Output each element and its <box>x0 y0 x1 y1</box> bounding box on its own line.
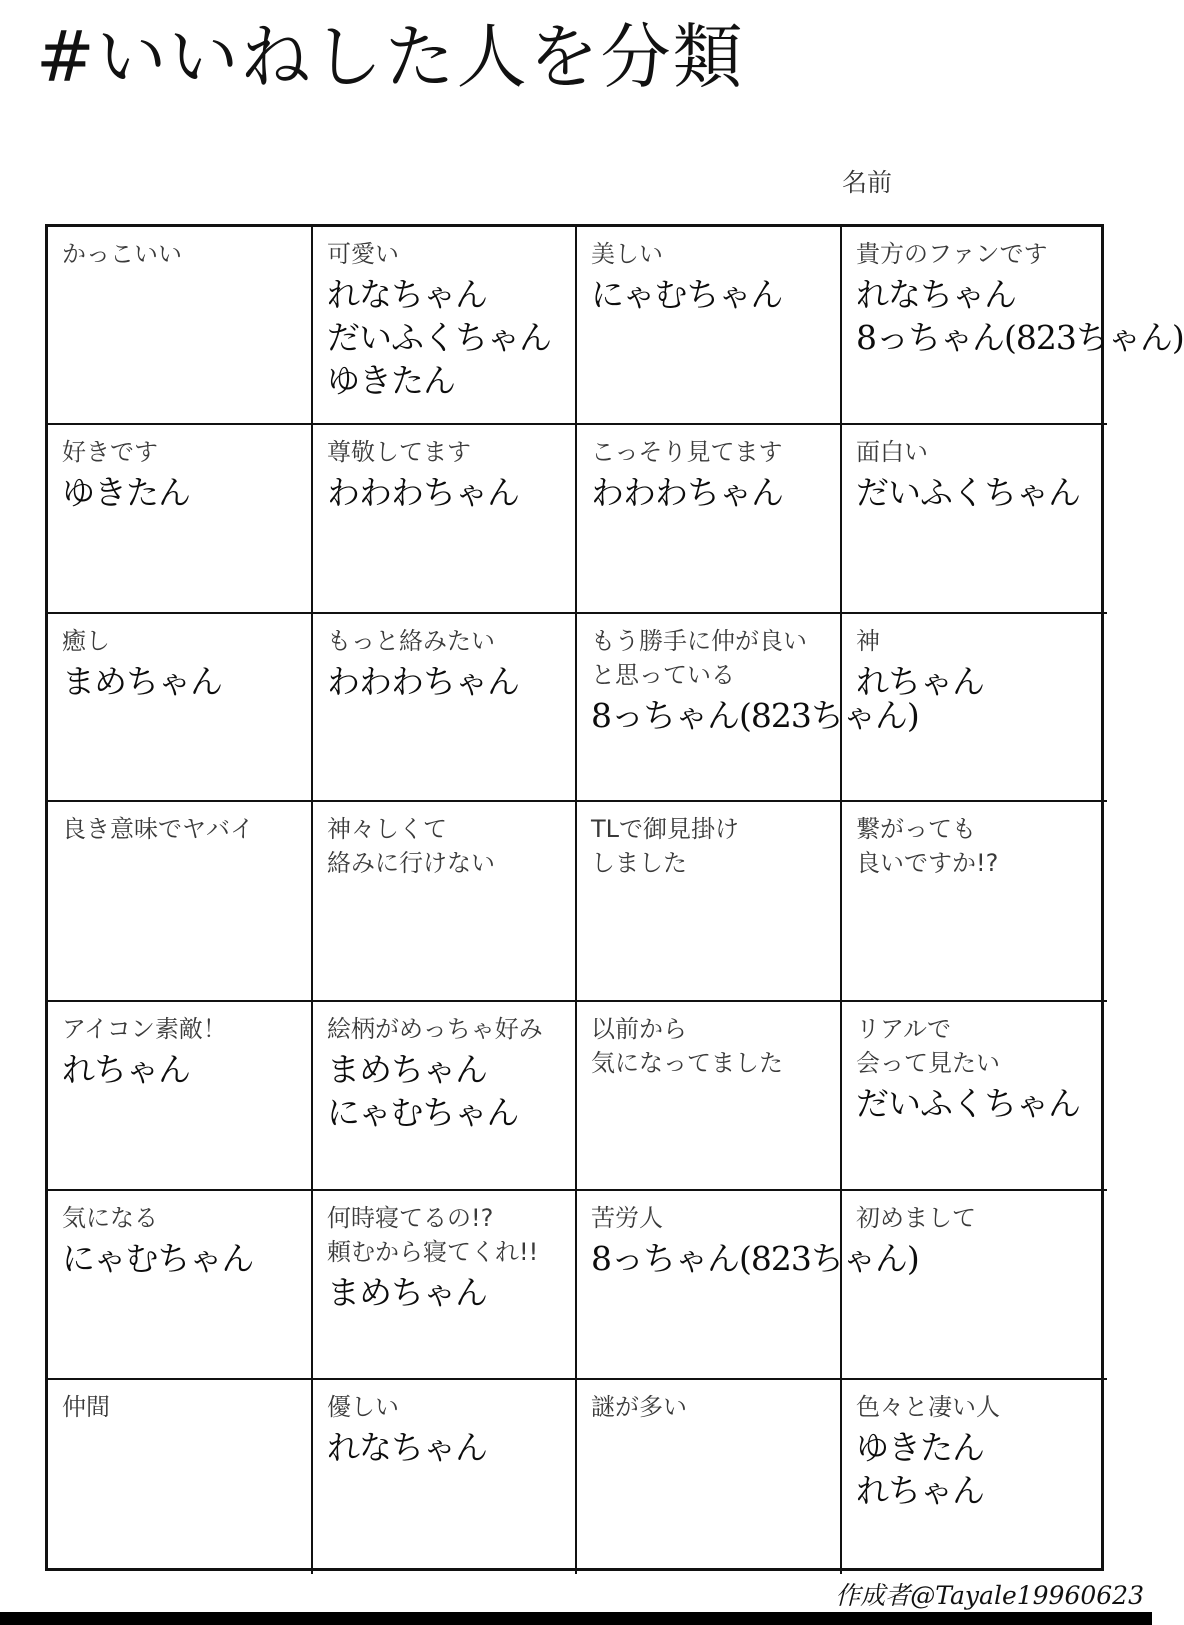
grid-cell <box>577 1380 842 1574</box>
grid-cell <box>313 802 577 1002</box>
handwritten-name: だいふくちゃん <box>856 473 1080 512</box>
cell-category-label: 苦労人 <box>591 1204 663 1232</box>
grid-cell <box>313 1191 577 1380</box>
handwritten-name: れなちゃん <box>856 275 1016 314</box>
cell-entries <box>327 471 563 514</box>
grid-cell <box>577 1002 842 1191</box>
grid-cell <box>842 614 1107 802</box>
cell-category-label: 面白い <box>856 438 928 466</box>
handwritten-name: だいふくちゃん <box>856 1084 1080 1123</box>
handwritten-name: にゃむちゃん <box>327 1093 519 1132</box>
grid-cell <box>313 1002 577 1191</box>
cell-category-label: 絵柄がめっちゃ好み <box>327 1015 543 1043</box>
grid-cell <box>842 1002 1107 1191</box>
cell-entries <box>327 660 563 703</box>
cell-entries <box>62 660 299 703</box>
cell-category-label: アイコン素敵！ <box>62 1015 227 1043</box>
handwritten-name: にゃむちゃん <box>591 275 783 314</box>
cell-entries <box>327 1271 563 1314</box>
grid-cell <box>48 1191 313 1380</box>
grid-cell <box>842 227 1184 425</box>
name-label: 名前 <box>842 168 893 197</box>
cell-entries <box>856 471 1095 514</box>
page-title: #いいねした人を分類 <box>36 16 745 98</box>
cell-category-label: リアルで 会って見たい <box>856 1015 1000 1077</box>
grid-cell <box>577 227 842 425</box>
handwritten-name: れちゃん <box>62 1050 190 1089</box>
grid-cell <box>48 802 313 1002</box>
cell-category-label: 可愛い <box>327 240 399 268</box>
grid-cell <box>48 1002 313 1191</box>
cell-category-label: かっこいい <box>62 240 182 268</box>
cell-category-label: 何時寝てるの!? 頼むから寝てくれ!! <box>327 1204 539 1266</box>
cell-category-label: 良き意味でヤバイ <box>62 815 254 843</box>
creator-credit: 作成者@Tayale19960623 <box>835 1581 1144 1610</box>
bottom-bar <box>0 1612 1152 1625</box>
cell-category-label: 色々と凄い人 <box>856 1393 1000 1421</box>
cell-entries <box>856 1082 1095 1125</box>
handwritten-name: ゆきたん <box>62 473 190 512</box>
cell-entries <box>856 660 1095 703</box>
cell-category-label: TLで御見掛け しました <box>591 815 740 877</box>
cell-category-label: 優しい <box>327 1393 399 1421</box>
handwritten-name: 8っちゃん(823ちゃん) <box>856 318 1184 357</box>
handwritten-name: 8っちゃん(823ちゃん) <box>591 1239 919 1278</box>
grid-cell <box>842 802 1107 1002</box>
grid-cell <box>48 1380 313 1574</box>
cell-category-label: 尊敬してます <box>327 438 471 466</box>
grid-cell <box>842 1191 1107 1380</box>
handwritten-name: れちゃん <box>856 1471 984 1510</box>
cell-entries <box>591 1237 919 1280</box>
cell-entries <box>327 1426 563 1469</box>
handwritten-name: 8っちゃん(823ちゃん) <box>591 696 919 735</box>
classification-grid <box>45 224 1184 1571</box>
cell-category-label: 神 <box>856 627 880 655</box>
handwritten-name: にゃむちゃん <box>62 1239 254 1278</box>
handwritten-name: まめちゃん <box>62 662 222 701</box>
handwritten-name: まめちゃん <box>327 1273 487 1312</box>
grid-cell <box>577 802 842 1002</box>
cell-category-label: こっそり見てます <box>591 438 783 466</box>
cell-category-label: 以前から 気になってました <box>591 1015 783 1077</box>
handwritten-name: だいふくちゃん <box>327 318 551 357</box>
handwritten-name: れなちゃん <box>327 275 487 314</box>
grid-cell <box>313 227 577 425</box>
handwritten-name: れちゃん <box>856 662 984 701</box>
grid-cell <box>313 614 577 802</box>
grid-cell <box>48 425 313 614</box>
cell-category-label: もっと絡みたい <box>327 627 495 655</box>
cell-entries <box>856 273 1184 359</box>
cell-entries <box>327 1048 563 1134</box>
cell-entries <box>62 471 299 514</box>
cell-category-label: 癒し <box>62 627 110 655</box>
grid-cell <box>842 1380 1107 1574</box>
cell-entries <box>62 1237 299 1280</box>
handwritten-name: ゆきたん <box>856 1428 984 1467</box>
handwritten-name: まめちゃん <box>327 1050 487 1089</box>
grid-cell <box>577 425 842 614</box>
cell-category-label: 気になる <box>62 1204 158 1232</box>
grid-cell <box>842 425 1107 614</box>
cell-entries <box>591 471 828 514</box>
cell-category-label: 初めまして <box>856 1204 976 1232</box>
cell-category-label: 美しい <box>591 240 663 268</box>
grid-cell <box>577 614 919 802</box>
grid-cell <box>313 1380 577 1574</box>
cell-entries <box>327 273 563 402</box>
grid-cell <box>48 227 313 425</box>
handwritten-name: わわわちゃん <box>591 473 783 512</box>
grid-cell <box>48 614 313 802</box>
cell-category-label: 好きです <box>62 438 158 466</box>
cell-entries <box>591 273 828 316</box>
cell-category-label: 貴方のファンです <box>856 240 1048 268</box>
handwritten-name: ゆきたん <box>327 361 455 400</box>
grid-cell <box>313 425 577 614</box>
handwritten-name: わわわちゃん <box>327 473 519 512</box>
cell-category-label: 仲間 <box>62 1393 110 1421</box>
handwritten-name: れなちゃん <box>327 1428 487 1467</box>
cell-category-label: 謎が多い <box>591 1393 687 1421</box>
cell-category-label: 神々しくて 絡みに行けない <box>327 815 495 877</box>
cell-entries <box>856 1426 1095 1512</box>
cell-entries <box>62 1048 299 1091</box>
handwritten-name: わわわちゃん <box>327 662 519 701</box>
cell-entries <box>591 694 919 737</box>
cell-category-label: 繋がっても 良いですか!? <box>856 815 999 877</box>
cell-category-label: もう勝手に仲が良い と思っている <box>591 627 807 689</box>
